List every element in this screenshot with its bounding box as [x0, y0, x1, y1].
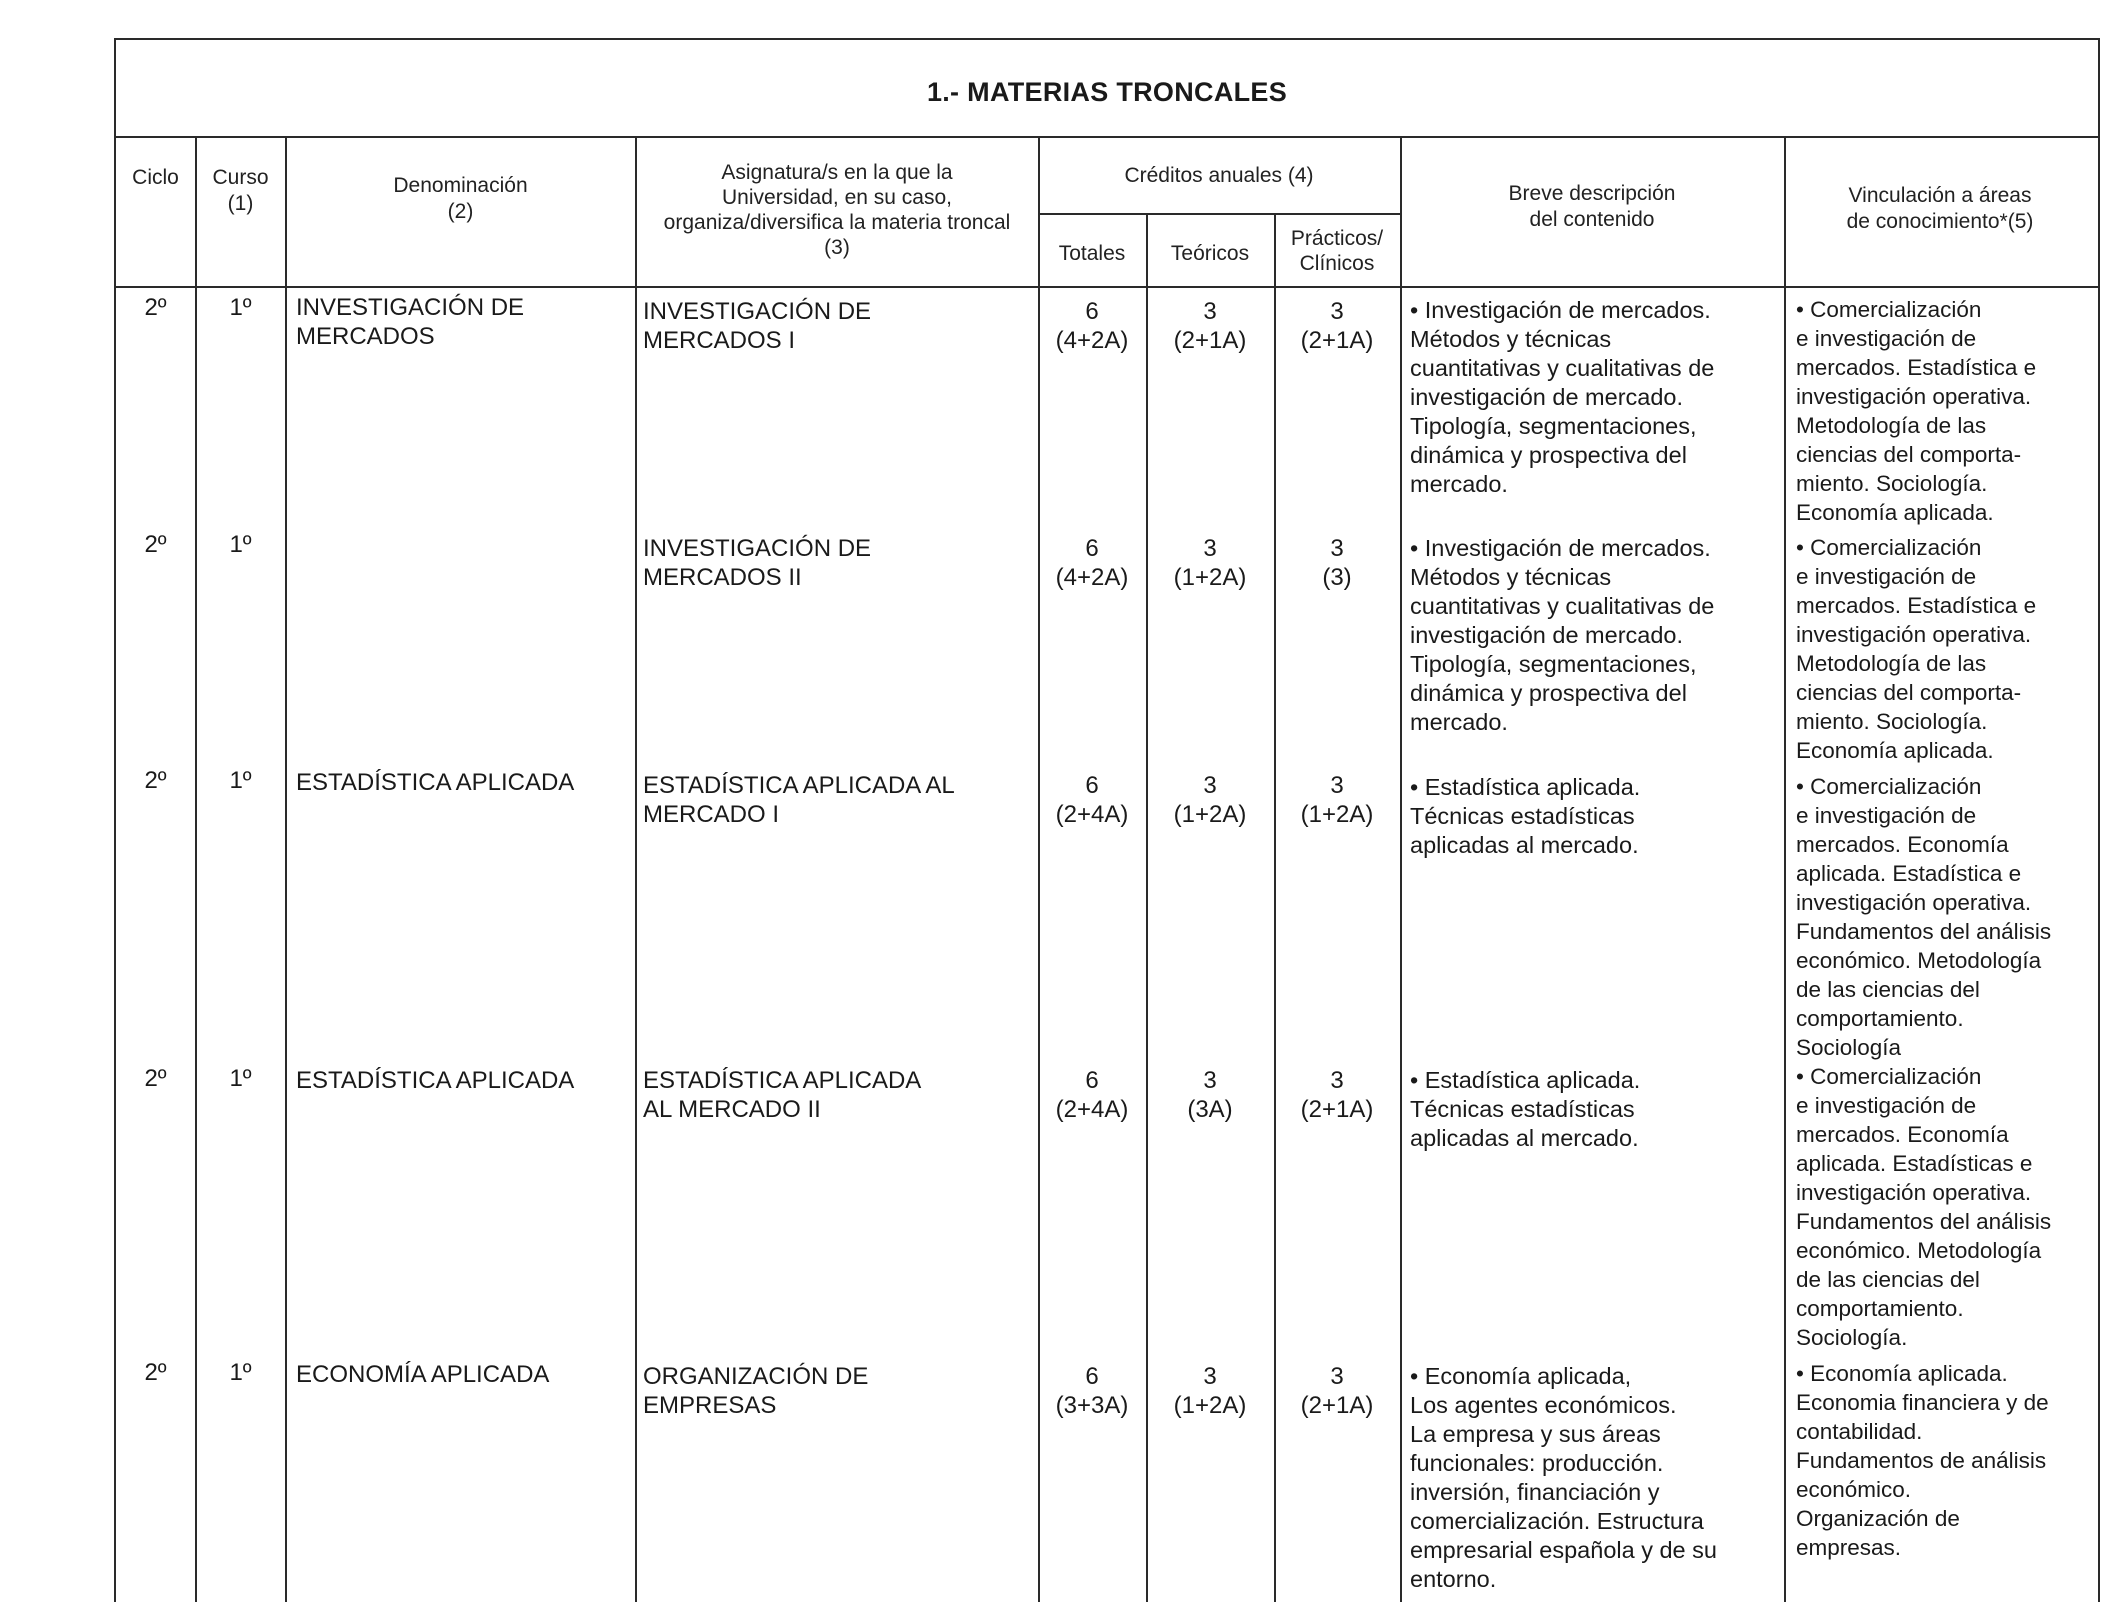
cell-vinculacion: • Comercialización e investigación de mercados. Economía aplicada. Estadística e investigación operativa. Fundamentos del análisis económico. Metodología de las ciencias del comportamiento. Sociología [1796, 774, 2052, 1060]
header-divider [116, 286, 2098, 288]
cell-vinculacion: • Comercialización e investigación de mercados. Estadística e investigación operativa. Metodología de las ciencias del comporta- miento. Sociología. Economía aplicada. [1796, 297, 2037, 525]
cell-descripcion: • Economía aplicada, Los agentes económicos. La empresa y sus áreas funcionales: producción. inversión, financiación y comercialización. Estructura empresarial española y de su entorno. [1410, 1363, 1717, 1592]
cell-teoricos: 3 (1+2A) [1173, 772, 1247, 828]
cell-denominacion: INVESTIGACIÓN DE MERCADOS [296, 294, 525, 350]
cell-curso: 1º [229, 767, 252, 794]
cell-denominacion: ESTADÍSTICA APLICADA [296, 769, 575, 796]
table-title-bar [116, 40, 2098, 138]
header-denominacion: Denominación (2) [393, 174, 528, 223]
cell-teoricos: 3 (3A) [1187, 1067, 1233, 1123]
cell-asignatura: INVESTIGACIÓN DE MERCADOS II [643, 535, 872, 591]
cell-ciclo: 2º [144, 767, 167, 794]
cell-asignatura: INVESTIGACIÓN DE MERCADOS I [643, 298, 872, 354]
cell-denominacion: ESTADÍSTICA APLICADA [296, 1067, 575, 1094]
cell-ciclo: 2º [144, 1359, 167, 1386]
header-teoricos: Teóricos [1170, 242, 1250, 265]
page-title: 1.- MATERIAS TRONCALES [926, 76, 1288, 107]
cell-practicos: 3 (2+1A) [1300, 1363, 1374, 1419]
cell-practicos: 3 (3) [1322, 535, 1352, 591]
cell-curso: 1º [229, 294, 252, 321]
column-divider [1784, 136, 1786, 1602]
column-divider [1400, 136, 1402, 1602]
cell-asignatura: ORGANIZACIÓN DE EMPRESAS [643, 1363, 869, 1419]
cell-totales: 6 (4+2A) [1055, 535, 1129, 591]
header-practicos: Prácticos/ Clínicos [1290, 227, 1384, 275]
cell-teoricos: 3 (2+1A) [1173, 298, 1247, 354]
cell-asignatura: ESTADÍSTICA APLICADA AL MERCADO I [643, 772, 955, 828]
header-vinculacion: Vinculación a áreas de conocimiento*(5) [1846, 184, 2034, 233]
cell-ciclo: 2º [144, 531, 167, 558]
cell-teoricos: 3 (1+2A) [1173, 1363, 1247, 1419]
cell-practicos: 3 (2+1A) [1300, 298, 1374, 354]
cell-descripcion: • Estadística aplicada. Técnicas estadísticas aplicadas al mercado. [1410, 1067, 1641, 1151]
cell-descripcion: • Estadística aplicada. Técnicas estadísticas aplicadas al mercado. [1410, 774, 1641, 858]
header-ciclo: Ciclo [132, 166, 179, 189]
cell-asignatura: ESTADÍSTICA APLICADA AL MERCADO II [643, 1067, 922, 1123]
header-curso: Curso (1) [212, 166, 269, 215]
cell-vinculacion: • Comercialización e investigación de mercados. Economía aplicada. Estadísticas e investigación operativa. Fundamentos del análisis económico. Metodología de las ciencias del comportamiento. Sociología. [1796, 1064, 2052, 1350]
cell-totales: 6 (2+4A) [1055, 1067, 1129, 1123]
header-creditos: Créditos anuales (4) [1124, 164, 1314, 187]
cell-ciclo: 2º [144, 294, 167, 321]
cell-vinculacion: • Comercialización e investigación de mercados. Estadística e investigación operativa. Metodología de las ciencias del comporta- miento. Sociología. Economía aplicada. [1796, 535, 2037, 763]
header-asignatura: Asignatura/s en la que la Universidad, en su caso, organiza/diversifica la materia troncal (3) [663, 161, 1011, 259]
cell-curso: 1º [229, 531, 252, 558]
cell-curso: 1º [229, 1065, 252, 1092]
cell-practicos: 3 (2+1A) [1300, 1067, 1374, 1123]
header-totales: Totales [1058, 242, 1126, 265]
column-divider [635, 136, 637, 1602]
cell-descripcion: • Investigación de mercados. Métodos y técnicas cuantitativas y cualitativas de investigación de mercado. Tipología, segmentaciones, dinámica y prospectiva del mercado. [1410, 297, 1715, 497]
cell-totales: 6 (4+2A) [1055, 298, 1129, 354]
cell-practicos: 3 (1+2A) [1300, 772, 1374, 828]
cell-totales: 6 (3+3A) [1055, 1363, 1129, 1419]
cell-teoricos: 3 (1+2A) [1173, 535, 1247, 591]
cell-vinculacion: • Economía aplicada. Economia financiera y de contabilidad. Fundamentos de análisis económico. Organización de empresas. [1796, 1361, 2049, 1560]
header-descripcion: Breve descripción del contenido [1508, 182, 1676, 231]
column-divider [285, 136, 287, 1602]
cell-descripcion: • Investigación de mercados. Métodos y técnicas cuantitativas y cualitativas de investigación de mercado. Tipología, segmentaciones, dinámica y prospectiva del mercado. [1410, 535, 1715, 735]
cell-denominacion: ECONOMÍA APLICADA [296, 1361, 550, 1388]
cell-curso: 1º [229, 1359, 252, 1386]
header-divider [1038, 213, 1400, 215]
cell-totales: 6 (2+4A) [1055, 772, 1129, 828]
cell-ciclo: 2º [144, 1065, 167, 1092]
